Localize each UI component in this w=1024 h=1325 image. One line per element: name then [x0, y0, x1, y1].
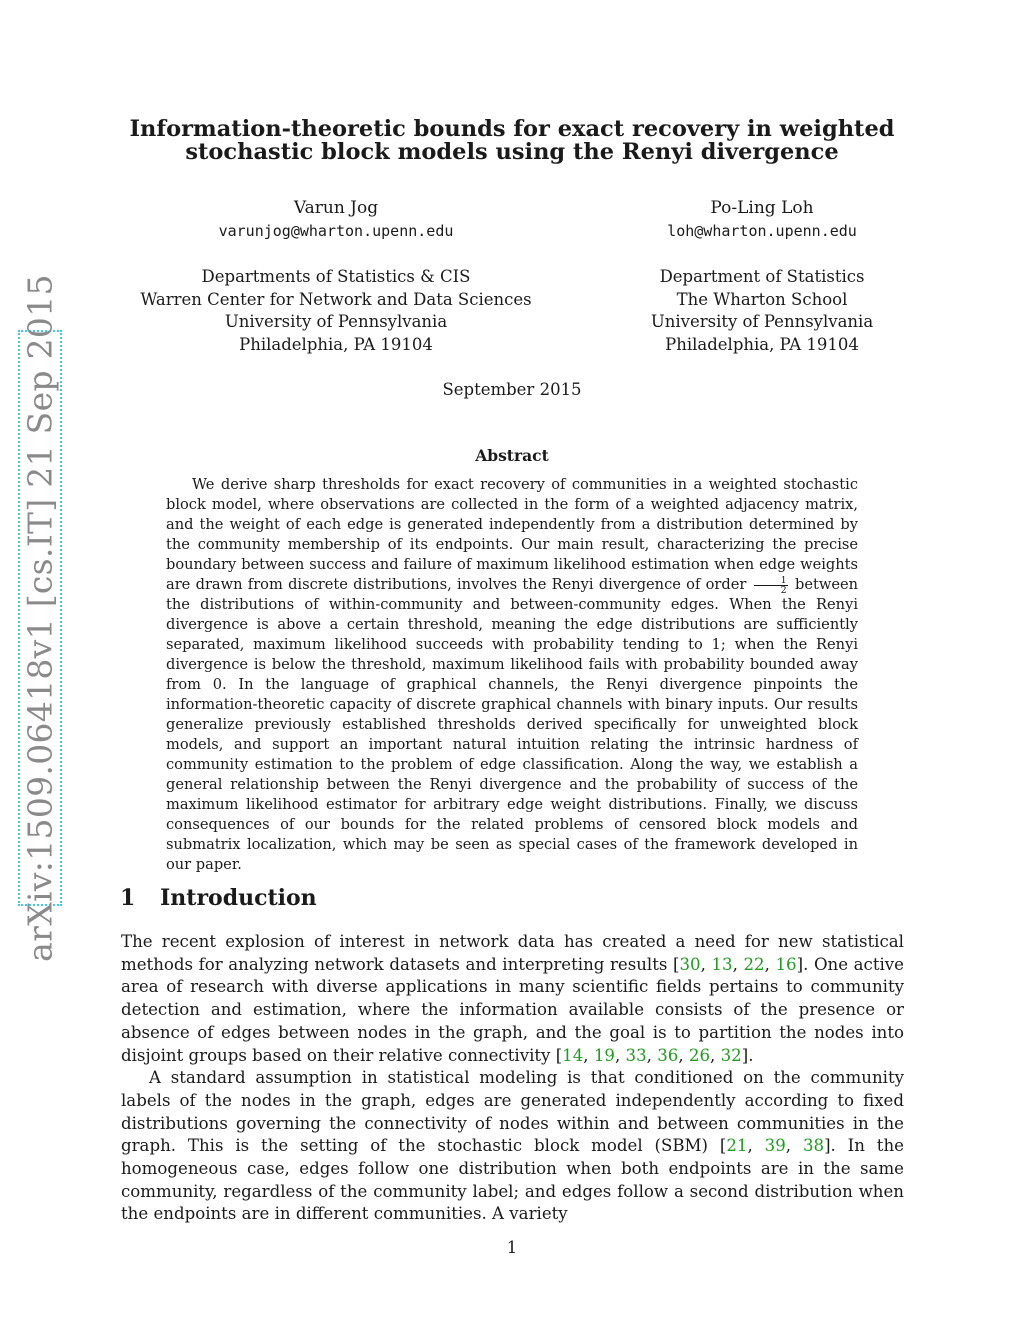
citation-link[interactable]: 26 [688, 1045, 711, 1065]
citation-link[interactable]: 32 [720, 1045, 742, 1065]
paper-date: September 2015 [442, 380, 582, 399]
author-block-2 [532, 197, 992, 243]
citation-link[interactable]: 21 [726, 1136, 748, 1156]
citation-link[interactable]: 14 [562, 1045, 584, 1065]
paragraph-text: ]. In the homogeneous case, edges follow one distribution when both endpoints are in the same community, regardless of the community label; and edges follow a second distribution when the endpoints are in different communities. A variety [121, 1136, 904, 1224]
abstract-text-1: We derive sharp thresholds for exact recovery of communities in a weighted stochastic block model, where observations are collected in the form of a weighted adjacency matrix, and the weight of each edge is generated independently from a distribution determined by the community membership of its endpoints. Our main result, characterizing the precise boundary between success and failure of maximum likelihood estimation when edge weights are drawn from discrete distributions, involves the Renyi divergence of order [166, 476, 858, 593]
paragraph-text: ]. [741, 1045, 754, 1065]
introduction-body [121, 931, 904, 1226]
paragraph-text: ]. One active area of research with diverse applications in many scientific fields pertains to community detection and estimation, where the information available consists of the presence or absence of edges between nodes in the graph, and the goal is to partition the nodes into disjoint groups based on their relative connectivity [ [121, 954, 905, 1065]
citation-link[interactable]: 33 [625, 1045, 647, 1065]
abstract-body [166, 475, 858, 875]
title-line-2: stochastic block models using the Renyi divergence [185, 139, 839, 165]
fraction-numerator: 1 [754, 576, 788, 586]
citation-link[interactable]: 13 [711, 954, 733, 974]
affiliation-line: Philadelphia, PA 19104 [665, 334, 859, 354]
paragraph-text: The recent explosion of interest in network data has created a need for new statistical methods for analyzing network datasets and interpreting results [ [121, 932, 904, 974]
author-block-1 [106, 197, 566, 243]
paragraph-1: The recent explosion of interest in network data has created a need for new statistical methods for analyzing network datasets and interpreting results [30, 13, 22, 16]. One active area of research with diverse applications in many scientific fields pertains to community detection and estimation, where the information available consists of the presence or absence of edges between nodes in the graph, and the goal is to partition the nodes into disjoint groups based on their relative connectivity [14, 19, 33, 36, 26, 32]. [121, 932, 905, 1065]
citation-link[interactable]: 22 [743, 954, 765, 974]
fraction-denominator: 2 [780, 584, 787, 596]
abstract-paragraph [166, 475, 858, 875]
citation-link[interactable]: 30 [679, 954, 701, 974]
section-title: Introduction [160, 885, 317, 911]
affiliation-2 [532, 266, 992, 356]
citation-link[interactable]: 36 [657, 1045, 679, 1065]
citation-link[interactable]: 16 [775, 954, 797, 974]
section-number: 1 [120, 885, 136, 911]
abstract-heading: Abstract [475, 446, 549, 465]
section-heading [120, 885, 317, 911]
affiliation-line: Philadelphia, PA 19104 [239, 334, 433, 354]
page-number: 1 [506, 1238, 518, 1257]
citation-link[interactable]: 38 [802, 1136, 825, 1156]
affiliation-line: The Wharton School [676, 289, 848, 309]
title-line-1: Information-theoretic bounds for exact recovery in weighted [129, 116, 895, 142]
affiliation-line: Warren Center for Network and Data Sciences [140, 289, 532, 309]
author-name: Varun Jog [293, 198, 379, 218]
author-email[interactable]: varunjog@wharton.upenn.edu [218, 222, 454, 240]
affiliation-line: Department of Statistics [659, 267, 865, 286]
author-email[interactable]: loh@wharton.upenn.edu [667, 222, 857, 240]
paper-title [100, 118, 924, 164]
citation-link[interactable]: 19 [593, 1045, 615, 1065]
affiliation-line: University of Pennsylvania [224, 312, 448, 332]
affiliation-line: Departments of Statistics & CIS [201, 267, 471, 286]
abstract-text-2: between the distributions of within-community and between-community edges. When the Renyi divergence is above a certain threshold, meaning the edge distributions are sufficiently separated, maximum likelihood succeeds with probability tending to 1; when the Renyi divergence is below the threshold, maximum likelihood fails with probability bounded away from 0. In the language of graphical channels, the Renyi divergence pinpoints the information-theoretic capacity of discrete graphical channels with binary inputs. Our results generalize previously established thresholds derived specifically for unweighted block models, and support an important natural intuition relating the intrinsic hardness of community estimation to the problem of edge classification. Along the way, we establish a general relationship between the Renyi divergence and the probability of success of the maximum likelihood estimator for arbitrary edge weight distributions. Finally, we discuss consequences of our bounds for the related problems of censored block models and submatrix localization, which may be seen as special cases of the framework developed in our paper. [166, 576, 859, 873]
fraction-one-half [754, 576, 788, 595]
paragraph-2: A standard assumption in statistical modeling is that conditioned on the community labels of the nodes in the graph, edges are generated independently according to fixed distributions governing the connectivity of nodes within and between communities in the graph. This is the setting of the stochastic block model (SBM) [21, 39, 38]. In the homogeneous case, edges follow one distribution when both endpoints are in the same community, regardless of the community label; and edges follow a second distribution when the endpoints are in different communities. A variety [121, 1068, 904, 1224]
author-name: Po-Ling Loh [710, 198, 814, 218]
affiliation-1 [106, 266, 566, 356]
paragraph-text: A standard assumption in statistical modeling is that conditioned on the community labels of the nodes in the graph, edges are generated independently according to fixed distributions governing the connectivity of nodes within and between communities in the graph. This is the setting of the stochastic block model (SBM) [ [121, 1068, 904, 1156]
arxiv-identifier[interactable]: arXiv:1509.06418v1 [cs.IT] 21 Sep 2015 [20, 274, 60, 962]
affiliation-line: University of Pennsylvania [650, 312, 874, 332]
citation-link[interactable]: 39 [764, 1136, 786, 1156]
